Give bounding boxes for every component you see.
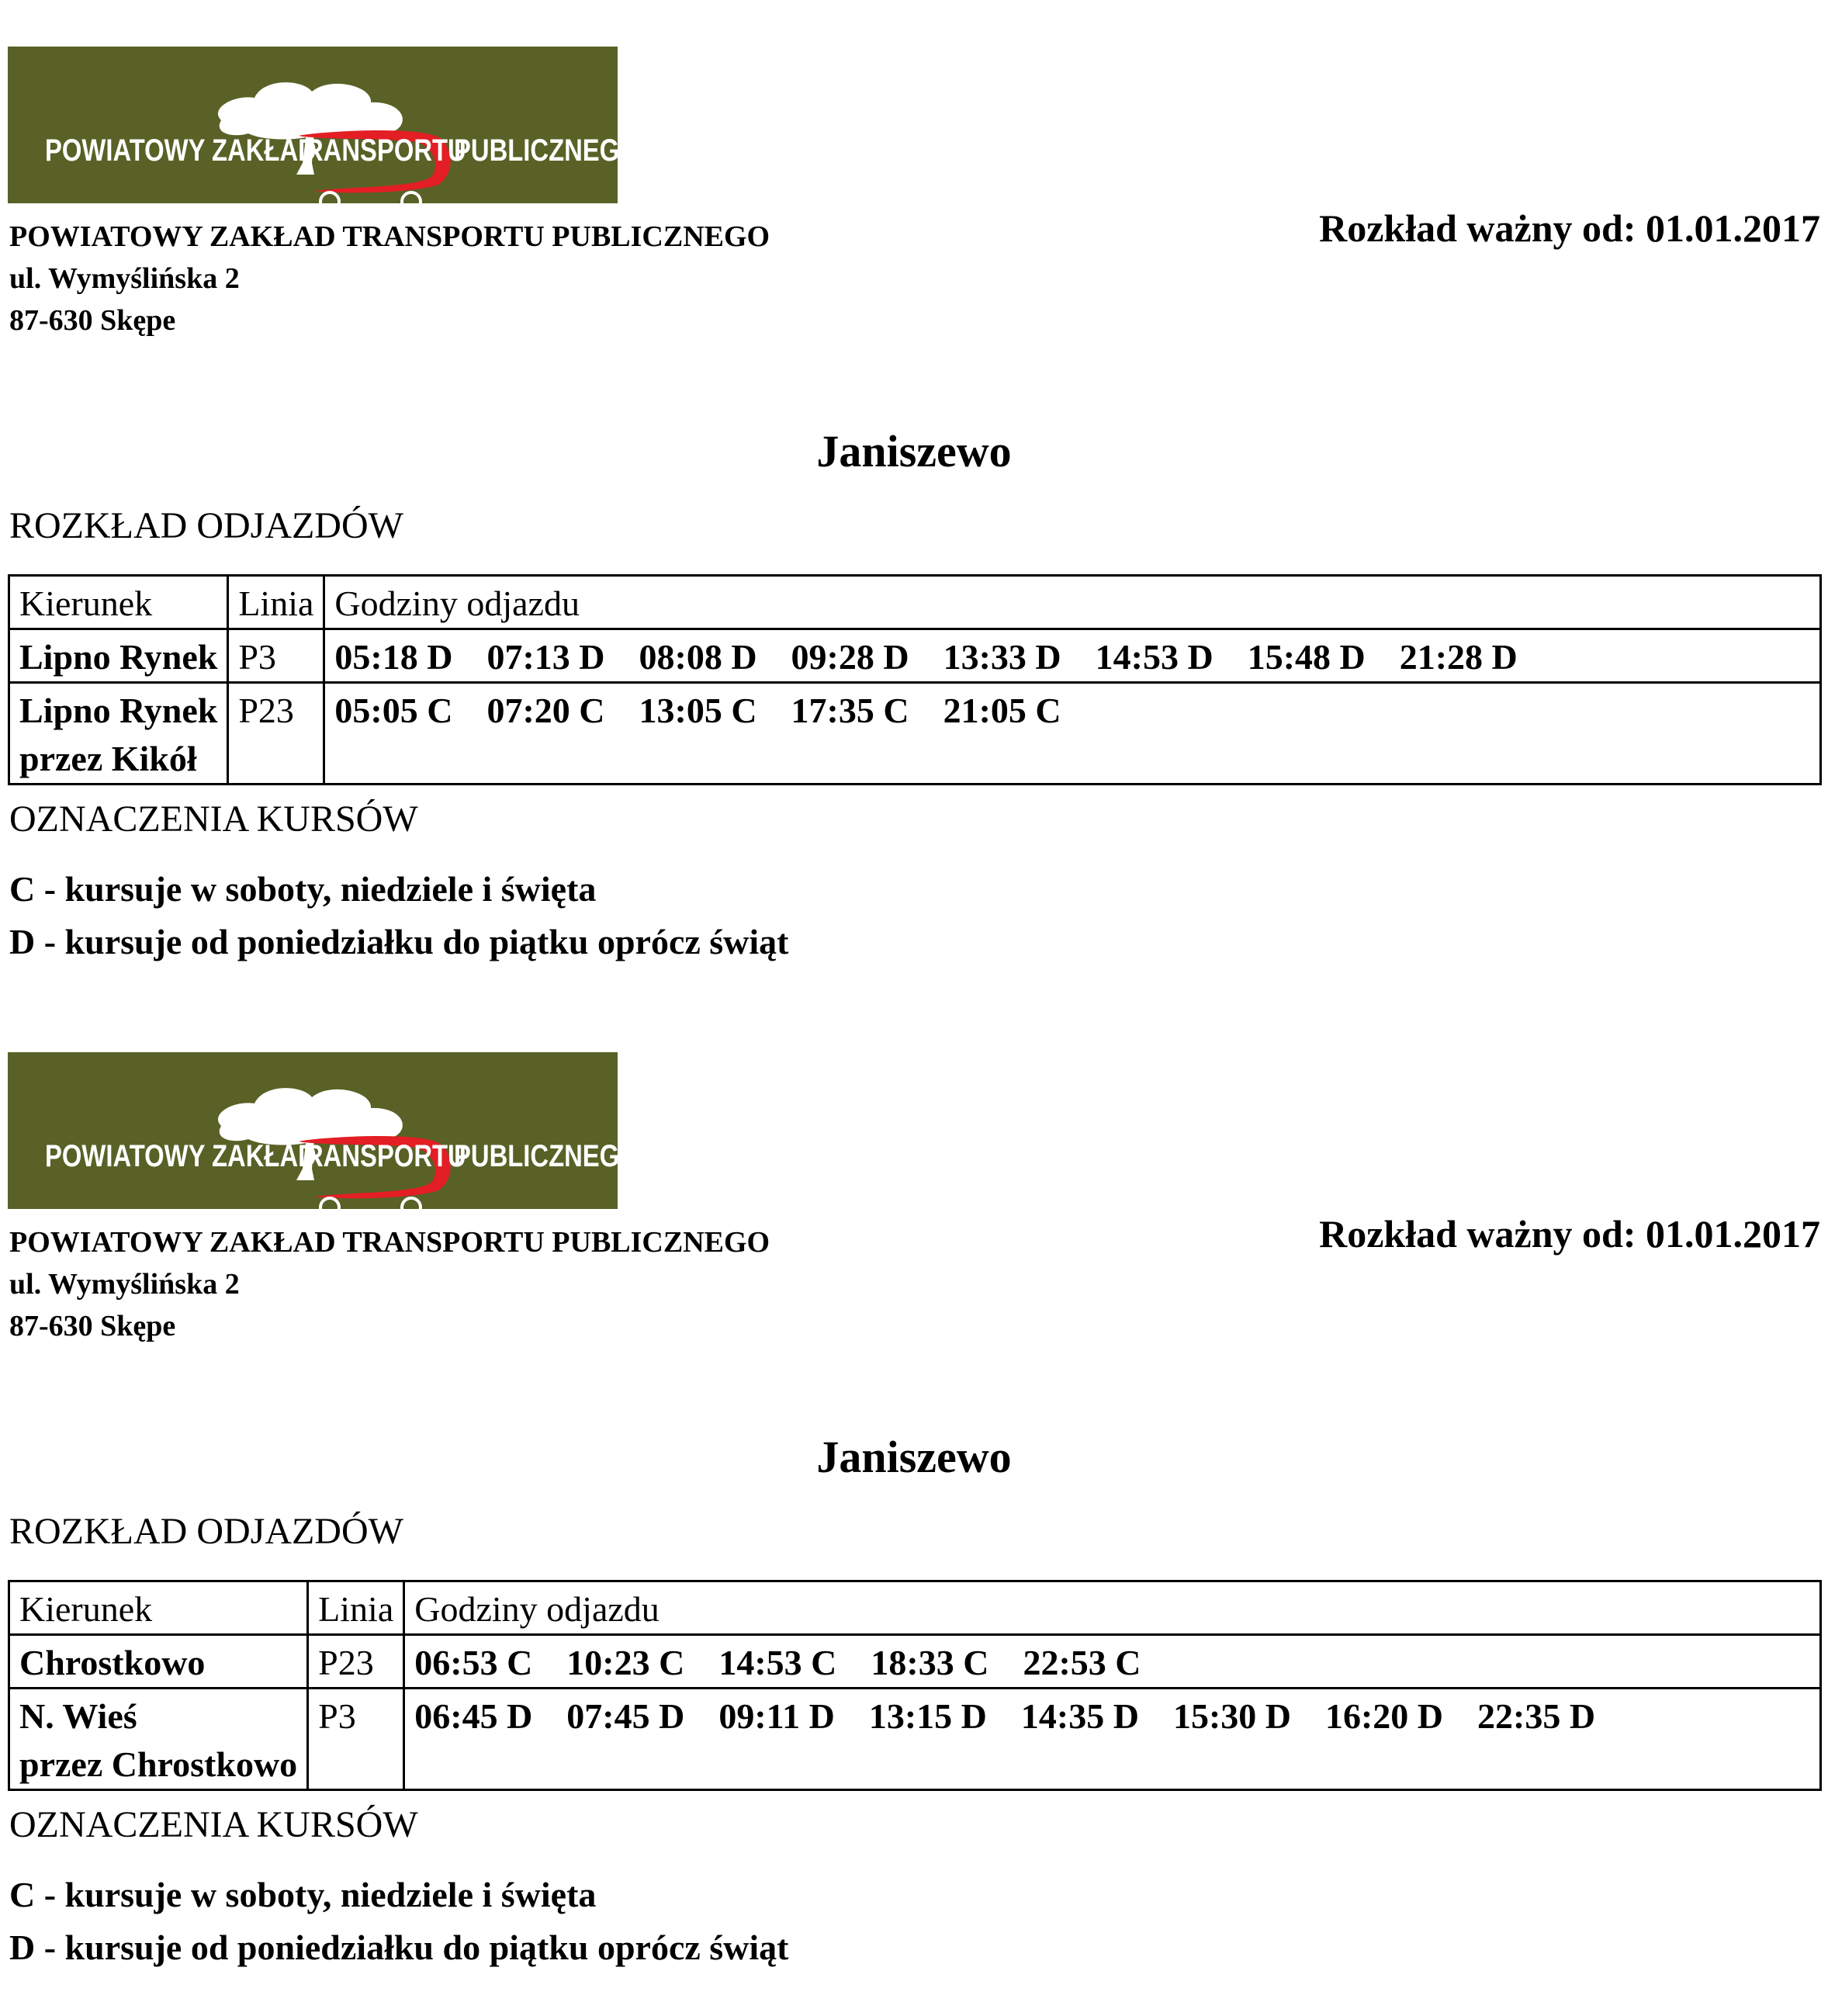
departure-time: 21:05 C [943,691,1061,730]
legend-title: OZNACZENIA KURSÓW [9,798,418,840]
timetable-section [0,1006,1828,2014]
departure-time: 14:35 D [1020,1696,1139,1736]
direction-line: Lipno Rynek [19,637,218,677]
header-line: Linia [308,1581,404,1635]
row-times [324,629,1821,683]
row-direction [9,629,228,683]
departure-time: 14:53 D [1095,637,1213,677]
logo-text-mid: RANSPORTU [305,133,466,168]
table-row [9,683,1821,785]
company-name: POWIATOWY ZAKŁAD TRANSPORTU PUBLICZNEGO [9,1226,770,1259]
legend-item: D - kursuje od poniedziałku do piątku oprócz świąt [9,922,789,961]
departure-time: 05:18 D [334,637,453,677]
company-address [9,216,770,341]
header-times: Godziny odjazdu [404,1581,1821,1635]
departure-time: 14:53 C [718,1643,837,1682]
departure-time: 21:28 D [1399,637,1518,677]
direction-line: N. Wieś [19,1696,137,1736]
schedule-title: ROZKŁAD ODJAZDÓW [9,505,403,546]
header-direction: Kierunek [9,1581,308,1635]
table-row [9,1635,1821,1689]
company-street: ul. Wymyślińska 2 [9,1268,240,1301]
departure-time: 07:13 D [486,637,605,677]
departure-time: 22:53 C [1023,1643,1141,1682]
company-logo [8,47,639,203]
legend-item: C - kursuje w soboty, niedziele i święta [9,1875,597,1914]
row-line: P3 [308,1689,404,1790]
company-name: POWIATOWY ZAKŁAD TRANSPORTU PUBLICZNEGO [9,220,770,253]
header-times: Godziny odjazdu [324,576,1821,629]
row-direction [9,683,228,785]
header-line: Linia [228,576,324,629]
stop-name: Janiszewo [816,1432,1012,1482]
row-line: P3 [228,629,324,683]
valid-from: Rozkład ważny od: 01.01.2017 [1319,1212,1820,1256]
legend-item: D - kursuje od poniedziałku do piątku oprócz świąt [9,1928,789,1967]
logo-text-left: POWIATOWY ZAKŁAD [45,1139,317,1173]
departure-time: 17:35 C [791,691,909,730]
company-city: 87-630 Skępe [9,1310,176,1342]
row-times [404,1689,1821,1790]
timetable [8,574,1822,785]
tree-bus-logo-icon [8,1052,618,1209]
row-direction [9,1635,308,1689]
company-logo [8,1052,639,1209]
table-header-row [9,576,1821,629]
departure-time: 13:33 D [943,637,1061,677]
valid-from: Rozkład ważny od: 01.01.2017 [1319,206,1820,250]
company-address [9,1221,770,1347]
direction-line: Chrostkowo [19,1643,206,1682]
departure-time: 07:45 D [566,1696,685,1736]
direction-line: Lipno Rynek [19,691,218,730]
departure-time: 13:15 D [868,1696,987,1736]
company-street: ul. Wymyślińska 2 [9,262,240,295]
schedule-title: ROZKŁAD ODJAZDÓW [9,1511,403,1552]
row-direction [9,1689,308,1790]
departure-time: 22:35 D [1477,1696,1596,1736]
row-times [324,683,1821,785]
departure-time: 09:28 D [791,637,909,677]
departure-time: 15:48 D [1247,637,1366,677]
row-line: P23 [228,683,324,785]
departure-time: 10:23 C [566,1643,685,1682]
header-direction: Kierunek [9,576,228,629]
departure-time: 07:20 C [486,691,605,730]
departure-time: 18:33 C [871,1643,989,1682]
table-header-row [9,1581,1821,1635]
logo-text-right: PUBLICZNEGO [454,133,639,168]
departure-time: 05:05 C [334,691,453,730]
direction-via: przez Kikół [19,739,197,778]
departure-time: 13:05 C [639,691,757,730]
row-times [404,1635,1821,1689]
legend-list [9,863,789,968]
timetable [8,1580,1822,1791]
legend-title: OZNACZENIA KURSÓW [9,1804,418,1845]
table-row [9,1689,1821,1790]
departure-time: 06:53 C [414,1643,533,1682]
stop-name: Janiszewo [816,426,1012,476]
departure-time: 09:11 D [718,1696,835,1736]
legend-item: C - kursuje w soboty, niedziele i święta [9,869,597,909]
row-line: P23 [308,1635,404,1689]
tree-bus-logo-icon [8,47,618,203]
logo-text-mid: RANSPORTU [305,1139,466,1173]
logo-text-left: POWIATOWY ZAKŁAD [45,133,317,168]
departure-time: 15:30 D [1172,1696,1291,1736]
departure-time: 16:20 D [1324,1696,1444,1736]
departure-time: 06:45 D [414,1696,533,1736]
table-row [9,629,1821,683]
direction-via: przez Chrostkowo [19,1744,298,1784]
company-city: 87-630 Skępe [9,304,176,337]
departure-time: 08:08 D [639,637,757,677]
legend-list [9,1869,789,1974]
logo-text-right: PUBLICZNEGO [454,1139,639,1173]
